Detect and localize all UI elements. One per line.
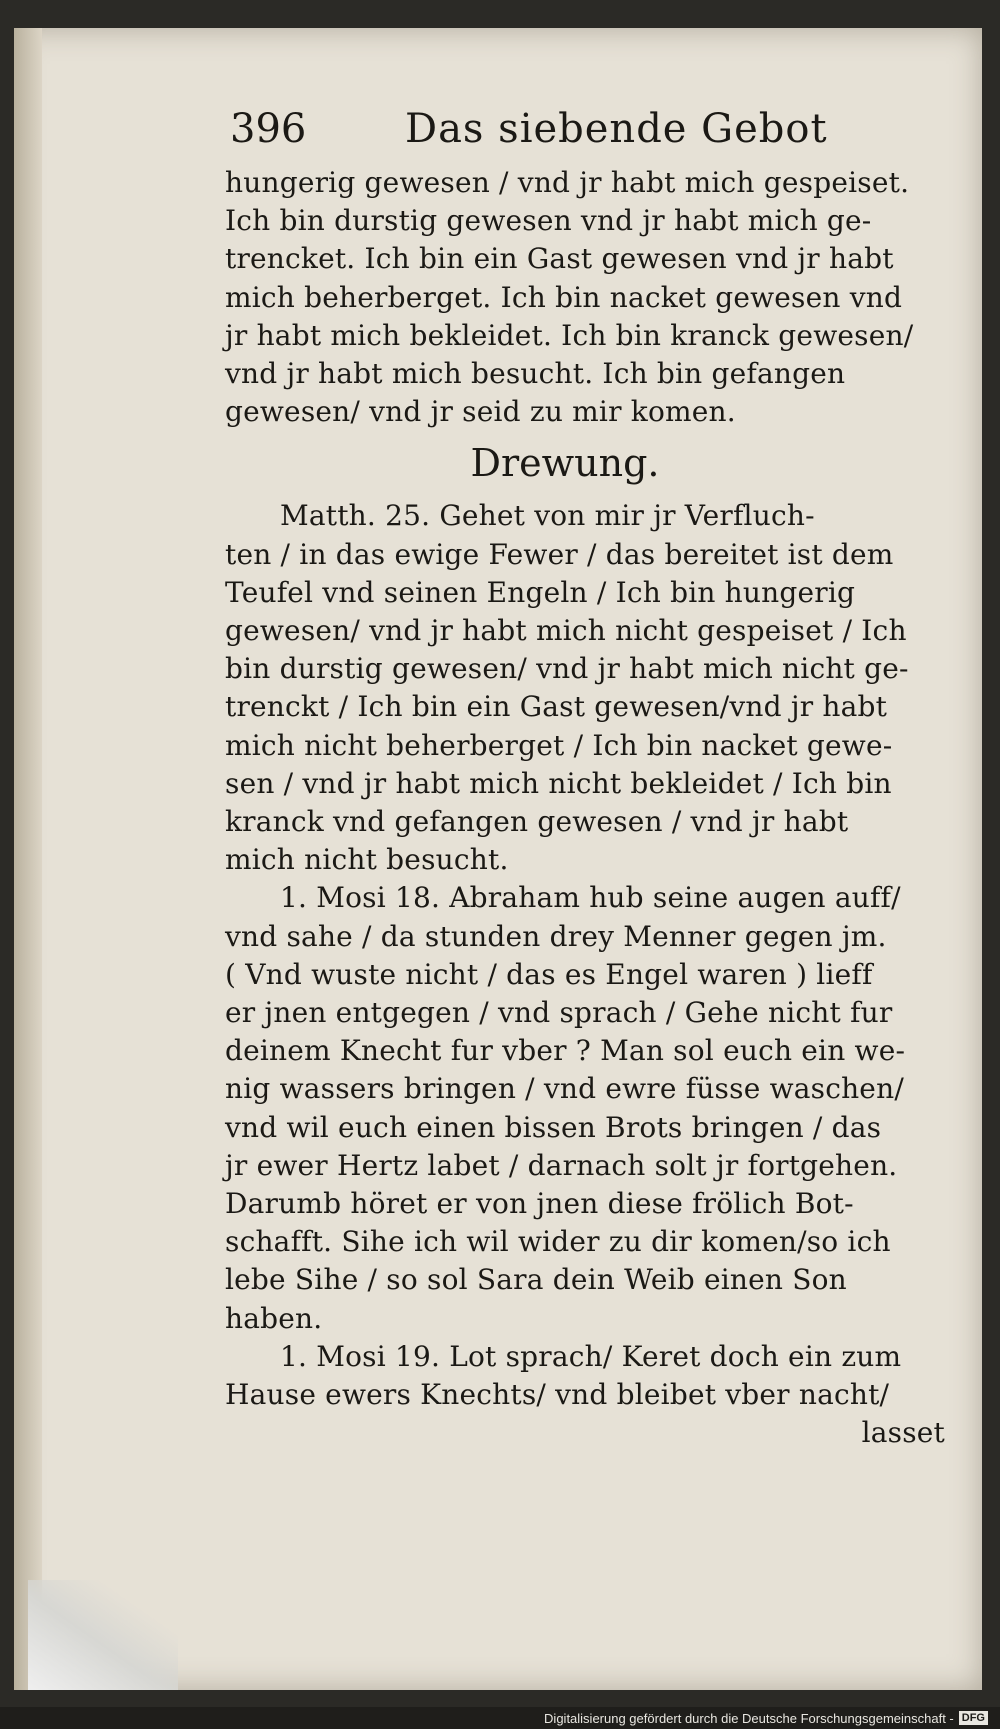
text-line: ten / in das ewige Fewer / das bereitet ist dem [225,537,894,571]
text-line: Teufel vnd seinen Engeln / Ich bin hungerig [225,575,856,609]
text-line: hungerig gewesen / vnd jr habt mich gespeiset. [225,166,910,199]
text-line: kranck vnd gefangen gewesen / vnd jr habt [225,805,849,839]
text-line: mich nicht besucht. [225,843,509,877]
text-line: jr ewer Hertz labet / darnach solt jr fortgehen. [225,1148,898,1182]
text-line: nig wassers bringen / vnd ewre füsse waschen/ [225,1072,904,1106]
text-line: deinem Knecht fur vber ? Man sol euch ein we- [225,1034,906,1068]
page-gutter [14,28,42,1690]
text-line: schafft. Sihe ich wil wider zu dir komen/so ich [225,1225,891,1259]
dfg-logo: DFG [959,1711,988,1725]
text-line: Matth. 25. Gehet von mir jr Verfluch- [280,499,815,533]
text-line: vnd sahe / da stunden drey Menner gegen jm. [225,919,887,953]
digitization-footer [0,1707,1000,1729]
text-line: Darumb höret er von jnen diese frölich Bot- [225,1187,854,1221]
text-line: mich nicht beherberget / Ich bin nacket gewe- [225,728,893,762]
text-line: 1. Mosi 18. Abraham hub seine augen auff/ [280,881,901,915]
worn-page-corner [28,1580,178,1690]
text-line: trencket. Ich bin ein Gast gewesen vnd jr habt [225,242,894,276]
text-line: gewesen/ vnd jr habt mich nicht gespeiset / Ich [225,614,907,648]
genesis-19-paragraph [225,1338,945,1453]
text-line: vnd wil euch einen bissen Brots bringen / das [225,1110,882,1144]
text-line: Hause ewers Knechts/ vnd bleibet vber nacht/ [225,1378,890,1412]
text-line: ( Vnd wuste nicht / das es Engel waren ) lieff [225,957,873,991]
text-line: bin durstig gewesen/ vnd jr habt mich nicht ge- [225,652,909,686]
text-line: er jnen entgegen / vnd sprach / Gehe nicht fur [225,996,893,1030]
text-line: Ich bin durstig gewesen vnd jr habt mich ge- [225,204,872,238]
text-line: trenckt / Ich bin ein Gast gewesen/vnd jr habt [225,690,888,724]
text-line: mich beherberget. Ich bin nacket gewesen vnd [225,280,903,314]
genesis-18-paragraph [225,879,945,1337]
section-heading: Drewung. [470,441,660,486]
page-title: Das siebende Gebot [405,106,828,152]
funding-notice: Digitalisierung gefördert durch die Deutsche Forschungsgemeinschaft - [544,1710,954,1726]
text-line: sen / vnd jr habt mich nicht bekleidet / Ich bin [225,766,892,800]
text-line: gewesen/ vnd jr seid zu mir komen. [225,395,736,429]
text-line: jr habt mich bekleidet. Ich bin kranck gewesen/ [225,318,914,352]
catchword: lasset [861,1416,945,1450]
text-block [225,100,945,1453]
matthew-paragraph [225,497,945,879]
intro-paragraph [225,164,945,431]
text-line: vnd jr habt mich besucht. Ich bin gefangen [225,357,846,391]
page-number: 396 [230,106,307,152]
text-line: lebe Sihe / so sol Sara dein Weib einen Son [225,1263,847,1297]
text-line: haben. [225,1301,323,1335]
running-head [225,100,945,164]
text-line: 1. Mosi 19. Lot sprach/ Keret doch ein zum [280,1339,902,1373]
